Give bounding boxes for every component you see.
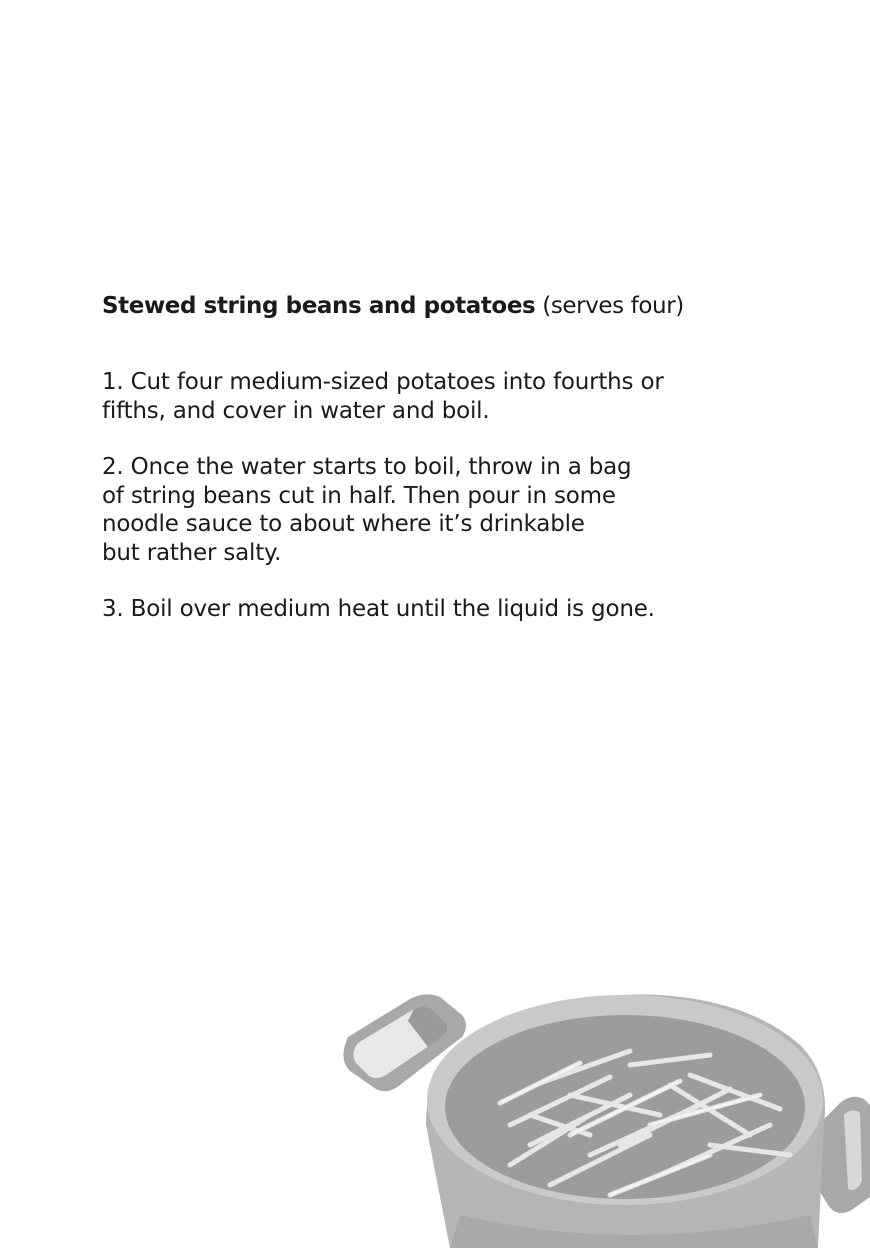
recipe-title-line: [102, 288, 802, 324]
cooking-pot-with-string-beans-icon: [330, 985, 870, 1248]
recipe-step-1: 1. Cut four medium-sized potatoes into fourths or fifths, and cover in water and boil.: [102, 369, 664, 424]
recipe-step-2: 2. Once the water starts to boil, throw in a bag of string beans cut in half. Then pour in some noodle sauce to about where it’s drinkable but rather salty.: [102, 454, 632, 566]
recipe-card: [102, 288, 802, 652]
recipe-step-3: 3. Boil over medium heat until the liquid is gone.: [102, 596, 655, 622]
recipe-title: Stewed string beans and potatoes: [102, 293, 536, 319]
recipe-serves: (serves four): [542, 293, 684, 319]
